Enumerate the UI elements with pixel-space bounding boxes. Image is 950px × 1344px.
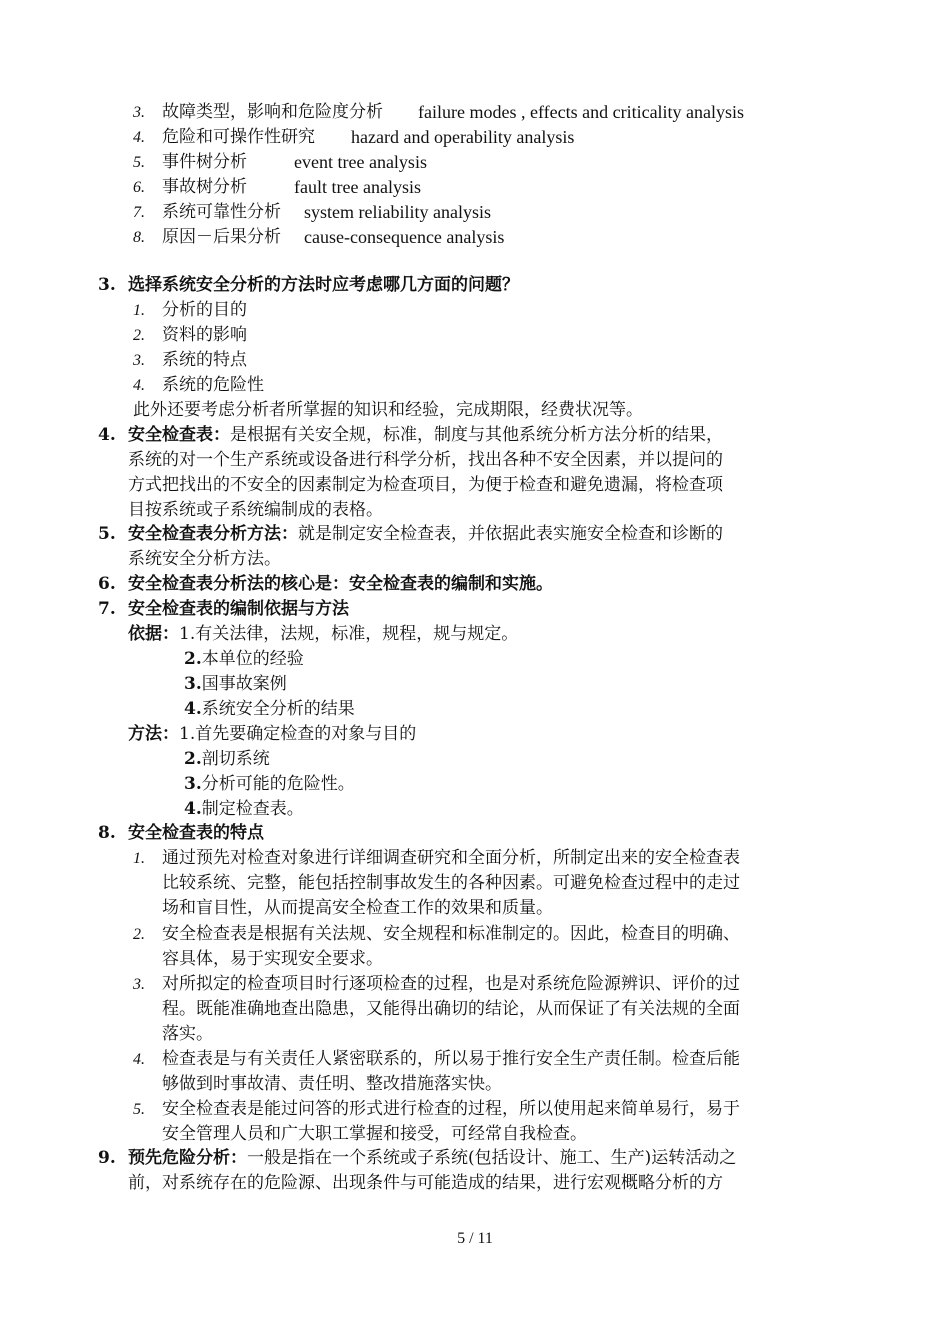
paragraph-line: 方式把找出的不安全的因素制定为检查项目，为便于检查和避免遗漏，将检查项 xyxy=(128,475,723,495)
paragraph-line: 4. 安全检查表：是根据有关安全规，标准，制度与其他系统分析方法分析的结果， xyxy=(98,425,723,445)
page-number: 5 / 11 xyxy=(457,1230,493,1247)
term-label: 安全检查表分析方法： xyxy=(128,524,298,544)
method-line: 3.分析可能的危险性。 xyxy=(184,774,355,794)
basis-line: 依据：1.有关法律，法规，标准，规程，规与规定。 xyxy=(128,624,519,644)
paragraph-line: 前，对系统存在的危险源、出现条件与可能造成的结果，进行宏观概略分析的方 xyxy=(128,1173,723,1193)
document-page: 3. 故障类型，影响和危险度分析 failure modes , effects and criticality analysis 4. 危险和可操作性研究 hazard and operability analysis 5. 事件树分析 event tree analysis 6. 事故树分析 fault tree analysis 7. 系统可靠性分析 system reliability analysis 8. 原因－后果分析 cause-consequence analysis 3. 选择系统安全分析的方法时应考虑哪几方面的问题？ 1. 分析的目的 2. 资料的影响 3. 系统的特点 4. 系统的危险性 此外还要考虑分析者所掌握的知识和经验，完成期限，经费状况等。 4. 安全检查表：是根据有关安全规，标准，制度与其他系统分析方法分析的结果， 系统的对一个生产系统或设备进行科学分析，找出各种不安全因素，并以提问的 方式把找出的不安全的因素制定为检查项目，为便于检查和避免遗漏，将检查项 目按系统或子系统编制成的表格。 5. 安全检查表分析方法：就是制定安全检查表，并依据此表实施安全检查和诊断的 系统安全分析方法。 6. 安全检查表分析法的核心是：安全检查表的编制和实施。 7. 安全检查表的编制依据与方法 依据：1.有关法律，法规，标准，规程，规与规定。 2.本单位的经验 3.国事故案例 4.系统安全分析的结果 方法：1.首先要确定检查的对象与目的 2.剖切系统 3.分析可能的危险性。 4.制定检查表。 8. 安全检查表的特点 1. 通过预先对检查对象进行详细调查研究和全面分析，所制定出来的安全检查表 比较系统、完整，能包括控制事故发生的各种因素。可避免检查过程中的走过 场和盲目性，从而提高安全检查工作的效果和质量。 2. 安全检查表是根据有关法规、安全规程和标准制定的。因此，检查目的明确、 容具体，易于实现安全要求。 3. 对所拟定的检查项目时行逐项检查的过程，也是对系统危险源辨识、评价的过 程。既能准确地查出隐患，又能得出确切的结论，从而保证了有关法规的全面 落实。 4. 检查表是与有关责任人紧密联系的，所以易于推行安全生产责任制。检查后能 够做到时事故清、责任明、整改措施落实快。 5. 安全检查表是能过问答的形式进行检查的过程，所以使用起来简单易行，易于 安全管理人员和广大职工掌握和接受，可经常自我检查。 9. 预先危险分析：一般是指在一个系统或子系统(包括设计、施工、生产)运转活动之 前，对系统存在的危险源、出现条件与可能造成的结果，进行宏观概略分析的方 5 / 11 xyxy=(0,0,950,1344)
section-note: 此外还要考虑分析者所掌握的知识和经验，完成期限，经费状况等。 xyxy=(133,400,643,420)
paragraph-line: 系统的对一个生产系统或设备进行科学分析，找出各种不安全因素，并以提问的 xyxy=(128,450,723,470)
term-label: 预先危险分析： xyxy=(128,1148,247,1168)
method-line: 方法：1.首先要确定检查的对象与目的 xyxy=(128,724,417,744)
paragraph-line: 系统安全分析方法。 xyxy=(128,549,281,569)
method-label: 方法： xyxy=(128,724,179,744)
term-label: 安全检查表： xyxy=(128,425,230,445)
basis-line: 4.系统安全分析的结果 xyxy=(184,699,355,719)
paragraph-line: 5. 安全检查表分析方法：就是制定安全检查表，并依据此表实施安全检查和诊断的 xyxy=(98,524,723,544)
method-line: 2.剖切系统 xyxy=(184,749,270,769)
basis-line: 2.本单位的经验 xyxy=(184,649,304,669)
basis-label: 依据： xyxy=(128,624,179,644)
paragraph-line: 目按系统或子系统编制成的表格。 xyxy=(128,500,383,520)
section-heading: 7. 安全检查表的编制依据与方法 xyxy=(98,599,349,619)
section-heading: 8. 安全检查表的特点 xyxy=(98,823,264,843)
basis-line: 3.国事故案例 xyxy=(184,674,287,694)
section-heading: 3. 选择系统安全分析的方法时应考虑哪几方面的问题？ xyxy=(98,275,519,295)
section-q6: 6. 安全检查表分析法的核心是：安全检查表的编制和实施。 xyxy=(98,574,553,594)
paragraph-line: 9. 预先危险分析：一般是指在一个系统或子系统(包括设计、施工、生产)运转活动之 xyxy=(98,1148,737,1168)
method-line: 4.制定检查表。 xyxy=(184,799,304,819)
